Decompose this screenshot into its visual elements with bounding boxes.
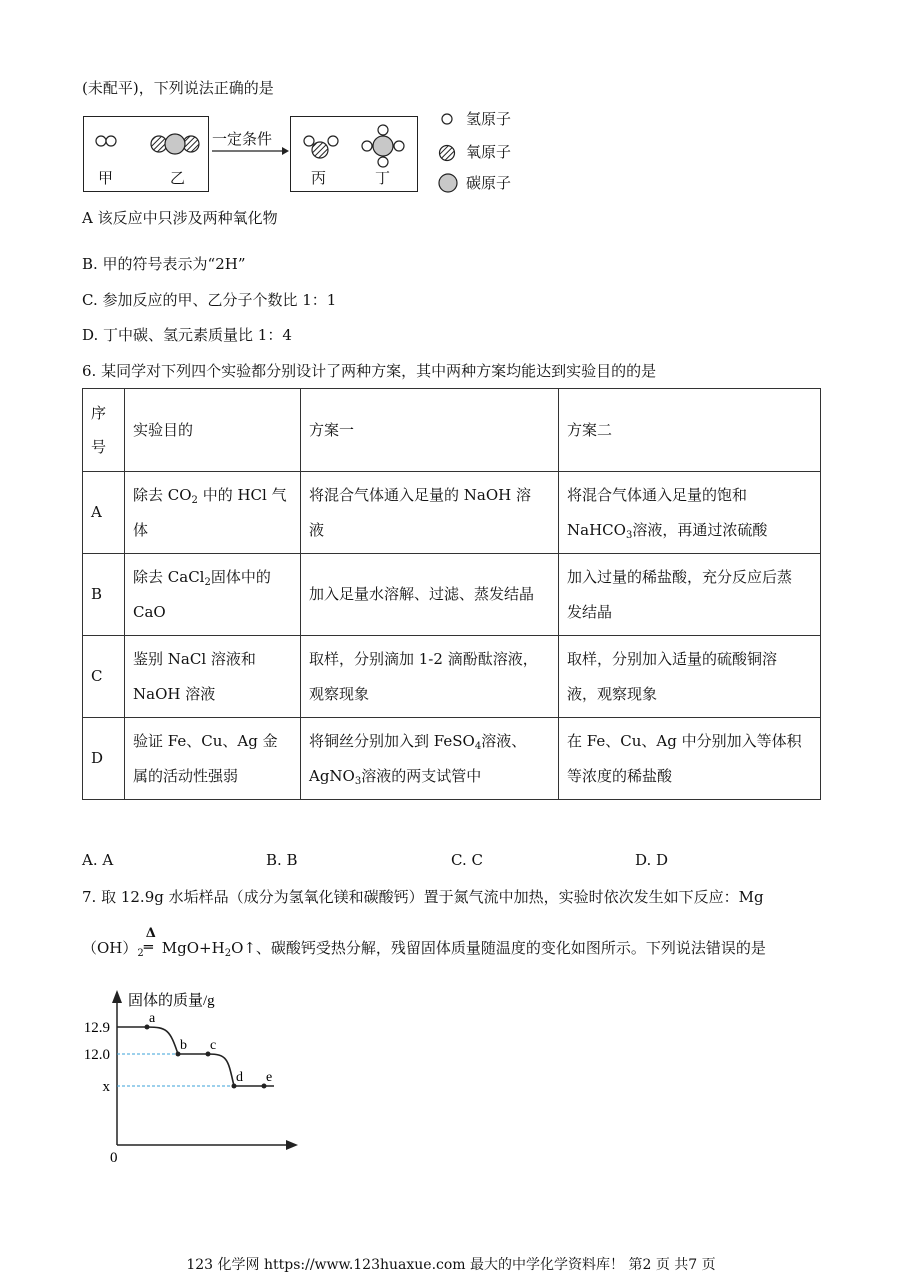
row-c-plan2: 取样，分别加入适量的硫酸铜溶 液，观察现象 [559, 636, 821, 718]
header-goal: 实验目的 [125, 389, 301, 472]
header-plan1: 方案一 [301, 389, 559, 472]
q5-stem: (未配平)，下列说法正确的是 [82, 79, 274, 97]
point-label-e: e [266, 1070, 273, 1085]
origin-label: 0 [110, 1150, 118, 1166]
y-axis-arrow-icon [112, 990, 122, 1003]
row-a-goal: 除去 $CO_2$ 中的 HCl 气 体 [125, 472, 301, 554]
q6-option-a: A. A [82, 851, 114, 869]
y-axis-label: 固体的质量/g [128, 993, 215, 1009]
page-footer: 123 化学网 https://www.123huaxue.com 最大的中学化学资料库！ 第2 页 共7 页 [186, 1257, 716, 1273]
row-c-plan1: 取样，分别滴加 1-2 滴酚酞溶液， 观察现象 [301, 636, 559, 718]
row-a-plan2: 将混合气体通入足量的饱和 NaHCO$_3$溶液，再通过浓硫酸 [559, 472, 821, 554]
header-plan2: 方案二 [559, 389, 821, 472]
product-box [290, 116, 418, 192]
header-seq-1: 序 [91, 404, 107, 422]
table-row [83, 636, 821, 718]
header-seq [83, 389, 125, 472]
oxygen-atom-icon [438, 144, 458, 162]
row-d-goal: 验证 Fe、Cu、Ag 金 属的活动性强弱 [125, 718, 301, 800]
q6-table [82, 388, 821, 800]
row-d-plan2: 在 Fe、Cu、Ag 中分别加入等体积 等浓度的稀盐酸 [559, 718, 821, 800]
q7-stem-1: 7. 取 12.9g 水垢样品（成分为氢氧化镁和碳酸钙）置于氮气流中加热，实验时依次发生如下反应：Mg [82, 888, 764, 906]
legend-hydrogen-label: 氢原子 [466, 110, 512, 128]
q6-stem: 6. 某同学对下列四个实验都分别设计了两种方案，其中两种方案均能达到实验目的的是 [82, 362, 657, 380]
row-d-plan1: 将铜丝分别加入到 FeSO$_4$溶液、 AgNO$_3$溶液的两支试管中 [301, 718, 559, 800]
table-row [83, 472, 821, 554]
y-tick-label: 12.9 [83, 1020, 110, 1036]
carbon-atom-icon [438, 172, 460, 194]
point-label-a: a [149, 1011, 156, 1026]
q6-option-c: C. C [451, 851, 483, 869]
label-jia: 甲 [98, 169, 114, 187]
q6-option-d: D. D [635, 851, 669, 869]
legend-oxygen-label: 氧原子 [466, 143, 512, 161]
y-tick-label: 12.0 [83, 1047, 110, 1063]
q5-option-c: C. 参加反应的甲、乙分子个数比 1：1 [82, 291, 337, 309]
product-molecules-icon [291, 117, 417, 191]
row-b-plan2: 加入过量的稀盐酸，充分反应后蒸 发结晶 [559, 554, 821, 636]
label-ding: 丁 [375, 169, 391, 187]
reactant-box [83, 116, 209, 192]
row-a-plan1: 将混合气体通入足量的 NaOH 溶 液 [301, 472, 559, 554]
row-a-seq: A [83, 472, 125, 554]
legend-carbon-label: 碳原子 [466, 174, 512, 192]
point-label-b: b [180, 1038, 187, 1053]
chart-marks [84, 1011, 274, 1095]
q5-option-d: D. 丁中碳、氢元素质量比 1：4 [82, 326, 292, 344]
mass-curve [117, 1027, 274, 1086]
header-seq-2: 号 [91, 438, 107, 456]
row-d-seq: D [83, 718, 125, 800]
row-b-goal: 除去 CaCl$_2$固体中的 CaO [125, 554, 301, 636]
q7-stem-2: $(OH)_2$ Δ ═ $MgO+H_2O↑$、碳酸钙受热分解，残留固体质量随温度的变化如图所示。下列说法错误的是 [82, 926, 766, 959]
label-yi: 乙 [170, 169, 186, 187]
heating-condition: Δ ═ [143, 926, 156, 956]
hydrogen-atom-icon [438, 111, 458, 127]
q5-option-a: A 该反应中只涉及两种氧化物 [82, 209, 278, 227]
row-c-seq: C [83, 636, 125, 718]
point-label-d: d [236, 1070, 243, 1085]
arrow-icon [210, 144, 290, 158]
y-tick-label: x [102, 1079, 110, 1095]
row-b-plan1: 加入足量水溶解、过滤、蒸发结晶 [301, 554, 559, 636]
row-b-seq: B [83, 554, 125, 636]
row-c-goal: 鉴别 NaCl 溶液和 NaOH 溶液 [125, 636, 301, 718]
x-axis-arrow-icon [286, 1140, 298, 1150]
point-label-c: c [210, 1038, 217, 1053]
arrow-label: 一定条件 [212, 130, 273, 148]
q5-option-b: B. 甲的符号表示为“2H” [82, 255, 246, 273]
label-bing: 丙 [311, 169, 327, 187]
table-row [83, 718, 821, 800]
table-row [83, 554, 821, 636]
q6-option-b: B. B [266, 851, 298, 869]
mass-temperature-chart [70, 985, 310, 1170]
table-header-row [83, 389, 821, 472]
